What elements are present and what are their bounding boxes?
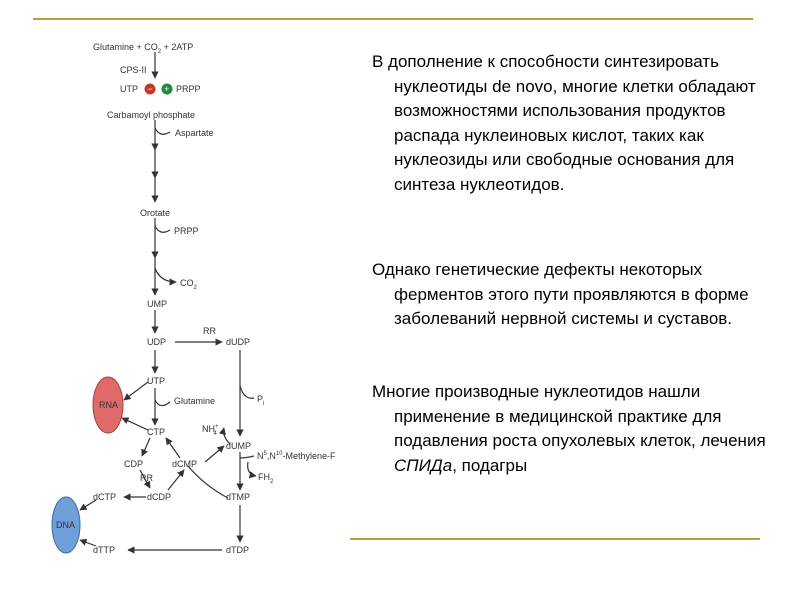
dtmp-label: dTMP <box>226 492 251 502</box>
dcdp-label: dCDP <box>147 492 172 502</box>
co2-label: $CO_2$ <box>180 278 197 291</box>
glutamine-label: Glutamine <box>174 396 216 406</box>
aspartate-curve <box>155 128 170 134</box>
dtmp-curve <box>188 466 228 498</box>
glutamine-curve <box>155 400 170 406</box>
dcmp-label: dCMP <box>172 459 198 469</box>
pi-curve <box>240 386 254 398</box>
rr-label: RR <box>203 326 216 336</box>
cps2-label: CPS-II <box>120 65 147 75</box>
dttp-label: dTTP <box>93 545 116 555</box>
rna-label: RNA <box>99 400 119 410</box>
bottom-rule <box>350 538 760 540</box>
arrow-dcmp-ctp <box>166 438 180 458</box>
dctp-label: dCTP <box>93 492 117 502</box>
substrates-label: Glutamine + $CO_2 + 2ATP$ <box>93 42 194 55</box>
prpp-regulator-label: PRPP <box>176 84 201 94</box>
prpp-curve <box>155 226 170 232</box>
arrow-utp-rna <box>124 382 148 400</box>
methylene-label: $N^5,N^{10}-Methylene-F$ <box>257 451 336 461</box>
fh2-label: $FH_2$ <box>258 472 274 485</box>
udp-label: UDP <box>147 337 167 347</box>
ump-label: UMP <box>147 299 167 309</box>
methylene-curve <box>240 456 254 458</box>
de-novo-term: de novo <box>492 76 553 96</box>
paragraph-3-end: , подагры <box>452 455 528 475</box>
paragraph-1-end: , многие клетки обладают возможностями использования продуктов распада нуклеиновых кислот, таких как нуклеозиды или свободные основания для синтеза нуклеотидов. <box>394 76 756 194</box>
paragraph-3-start: Многие производные нуклеотидов нашли применение в медицинской практике для подавления роста опухолевых клеток, лечения <box>372 382 766 450</box>
arrow-ctp-rna <box>122 418 148 430</box>
utp-regulator-label: UTP <box>120 84 138 94</box>
fh2-curve <box>248 462 256 476</box>
paragraph-1 <box>372 50 794 197</box>
aspartate-label: Aspartate <box>175 128 214 138</box>
arrow-dcdp-dcmp <box>168 470 184 490</box>
utp-label: UTP <box>147 376 165 386</box>
aids-term: СПИДа <box>394 455 453 475</box>
paragraph-3 <box>372 380 794 478</box>
dudp-label: dUDP <box>226 337 251 347</box>
paragraph-1-start: В дополнение к способности синтезировать нуклеотиды <box>372 52 719 96</box>
arrow-dcmp-dump <box>205 446 224 462</box>
arrow-ctp-cdp <box>142 438 150 456</box>
pyrimidine-pathway-diagram <box>0 0 360 590</box>
rr2-label: RR <box>140 473 153 483</box>
dtdp-label: dTDP <box>226 545 250 555</box>
nh4-label: NH+ 4 <box>202 424 219 437</box>
dna-label: DNA <box>56 520 76 530</box>
dump-label: dUMP <box>226 441 252 451</box>
minus-sign: − <box>147 84 153 94</box>
cdp-label: CDP <box>124 459 144 469</box>
pi-label: $P_i$ <box>257 394 265 407</box>
co2-curve <box>155 268 176 282</box>
paragraph-2: Однако генетические дефекты некоторых ферментов этого пути проявляются в форме заболеваний нервной системы и суставов. <box>372 260 749 328</box>
plus-sign: + <box>164 84 170 94</box>
ctp-label: CTP <box>147 427 165 437</box>
prpp-label: PRPP <box>174 226 199 236</box>
orotate-label: Orotate <box>140 208 171 218</box>
carbamoyl-phosphate-label: Carbamoyl phosphate <box>107 110 196 120</box>
